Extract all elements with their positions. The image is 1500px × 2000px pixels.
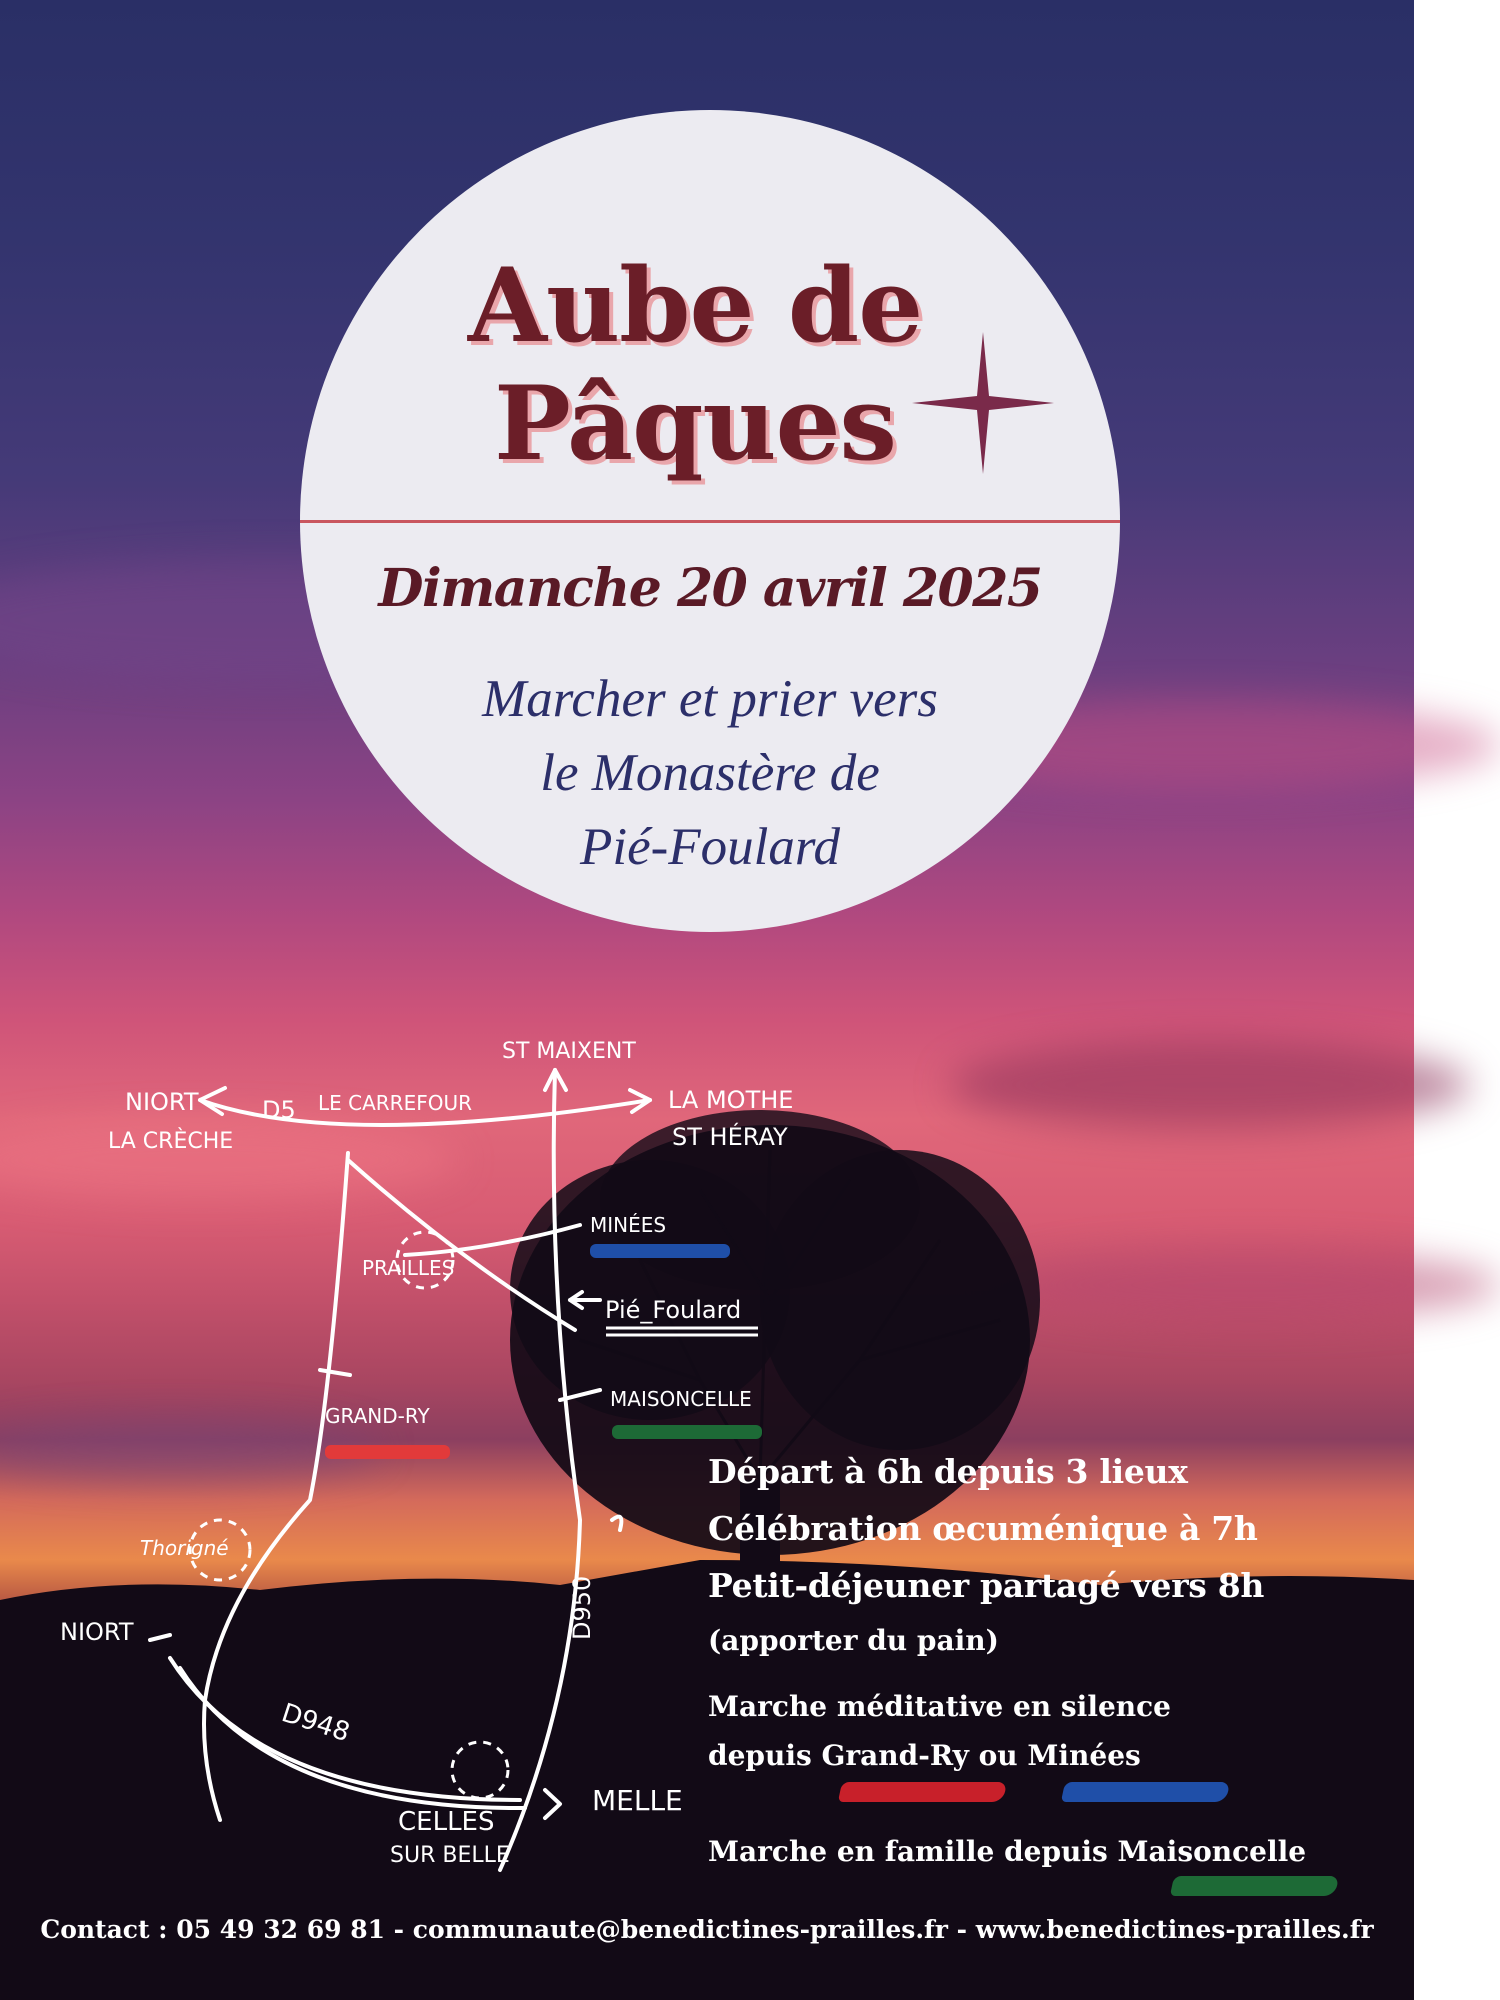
- map-label-niort-top: NIORT: [125, 1088, 199, 1116]
- map-label-d950: D950: [568, 1575, 596, 1640]
- arrow-pie-foulard: [570, 1292, 600, 1308]
- map-label-thorigne: Thorigné: [140, 1536, 229, 1560]
- subtitle-line-2: le Monastère de: [540, 744, 880, 802]
- minees-color-mark: [1061, 1782, 1230, 1802]
- mark-d950: [612, 1517, 621, 1530]
- maisoncelle-color-mark: [1170, 1876, 1339, 1896]
- arrow-niort: [200, 1088, 225, 1114]
- map-label-grand-ry: GRAND-RY: [325, 1404, 430, 1428]
- map-label-st-maixent: ST MAIXENT: [502, 1039, 636, 1064]
- four-point-star-icon: [912, 332, 1054, 474]
- maisoncelle-marker: [612, 1425, 762, 1439]
- info-silent-walk: Marche méditative en silence: [708, 1690, 1171, 1723]
- map-label-sur-belle: SUR BELLE: [390, 1843, 510, 1868]
- road-prailles: [348, 1160, 575, 1330]
- info-family-walk: Marche en famille depuis Maisoncelle: [708, 1835, 1307, 1868]
- map-label-melle: MELLE: [592, 1784, 683, 1817]
- title-line-2: Pâques: [494, 364, 896, 484]
- contact-footer: Contact : 05 49 32 69 81 - communaute@benedictines-prailles.fr - www.benedictines-prailles.fr: [40, 1915, 1374, 1944]
- map-label-la-mothe: LA MOTHE: [668, 1086, 794, 1114]
- road-d948-double: [180, 1668, 525, 1808]
- subtitle-line-1: Marcher et prier vers: [482, 670, 938, 728]
- title-divider: [300, 520, 1120, 523]
- celles-circle: [452, 1742, 508, 1798]
- arrow-melle: [545, 1790, 560, 1818]
- map-label-celles: CELLES: [398, 1807, 495, 1837]
- map-label-le-carrefour: LE CARREFOUR: [318, 1091, 472, 1115]
- map-label-d5: D5: [262, 1096, 296, 1124]
- title-line-1: Aube de: [467, 246, 923, 366]
- map-label-minees: MINÉES: [590, 1213, 667, 1237]
- hand-drawn-route-map: [0, 1000, 794, 1900]
- map-label-prailles: PRAILLES: [362, 1256, 455, 1280]
- road-north-south: [500, 1070, 580, 1870]
- minees-marker: [590, 1244, 730, 1258]
- map-label-d948: D948: [277, 1698, 354, 1749]
- title-circle: [300, 110, 1120, 932]
- info-bring-bread: (apporter du pain): [708, 1624, 999, 1657]
- map-label-la-creche: LA CRÈCHE: [108, 1129, 234, 1154]
- map-label-maisoncelle: MAISONCELLE: [610, 1387, 752, 1411]
- event-date: Dimanche 20 avril 2025: [378, 558, 1042, 619]
- info-departure: Départ à 6h depuis 3 lieux: [708, 1452, 1188, 1491]
- info-celebration: Célébration œcuménique à 7h: [708, 1509, 1258, 1548]
- map-label-pie-foulard: Pié_Foulard: [605, 1296, 742, 1324]
- subtitle-line-3: Pié-Foulard: [579, 818, 841, 876]
- grand-ry-marker: [325, 1445, 450, 1459]
- map-label-st-heray: ST HÉRAY: [672, 1123, 788, 1151]
- grand-ry-color-mark: [838, 1782, 1007, 1802]
- event-subtitle: [300, 662, 1120, 884]
- map-label-niort-bottom: NIORT: [60, 1618, 134, 1646]
- info-silent-walk-start: depuis Grand-Ry ou Minées: [708, 1739, 1141, 1772]
- path-grand-ry: [320, 1370, 350, 1375]
- info-breakfast: Petit-déjeuner partagé vers 8h: [708, 1566, 1265, 1605]
- arrow-niort-bottom: [150, 1635, 170, 1640]
